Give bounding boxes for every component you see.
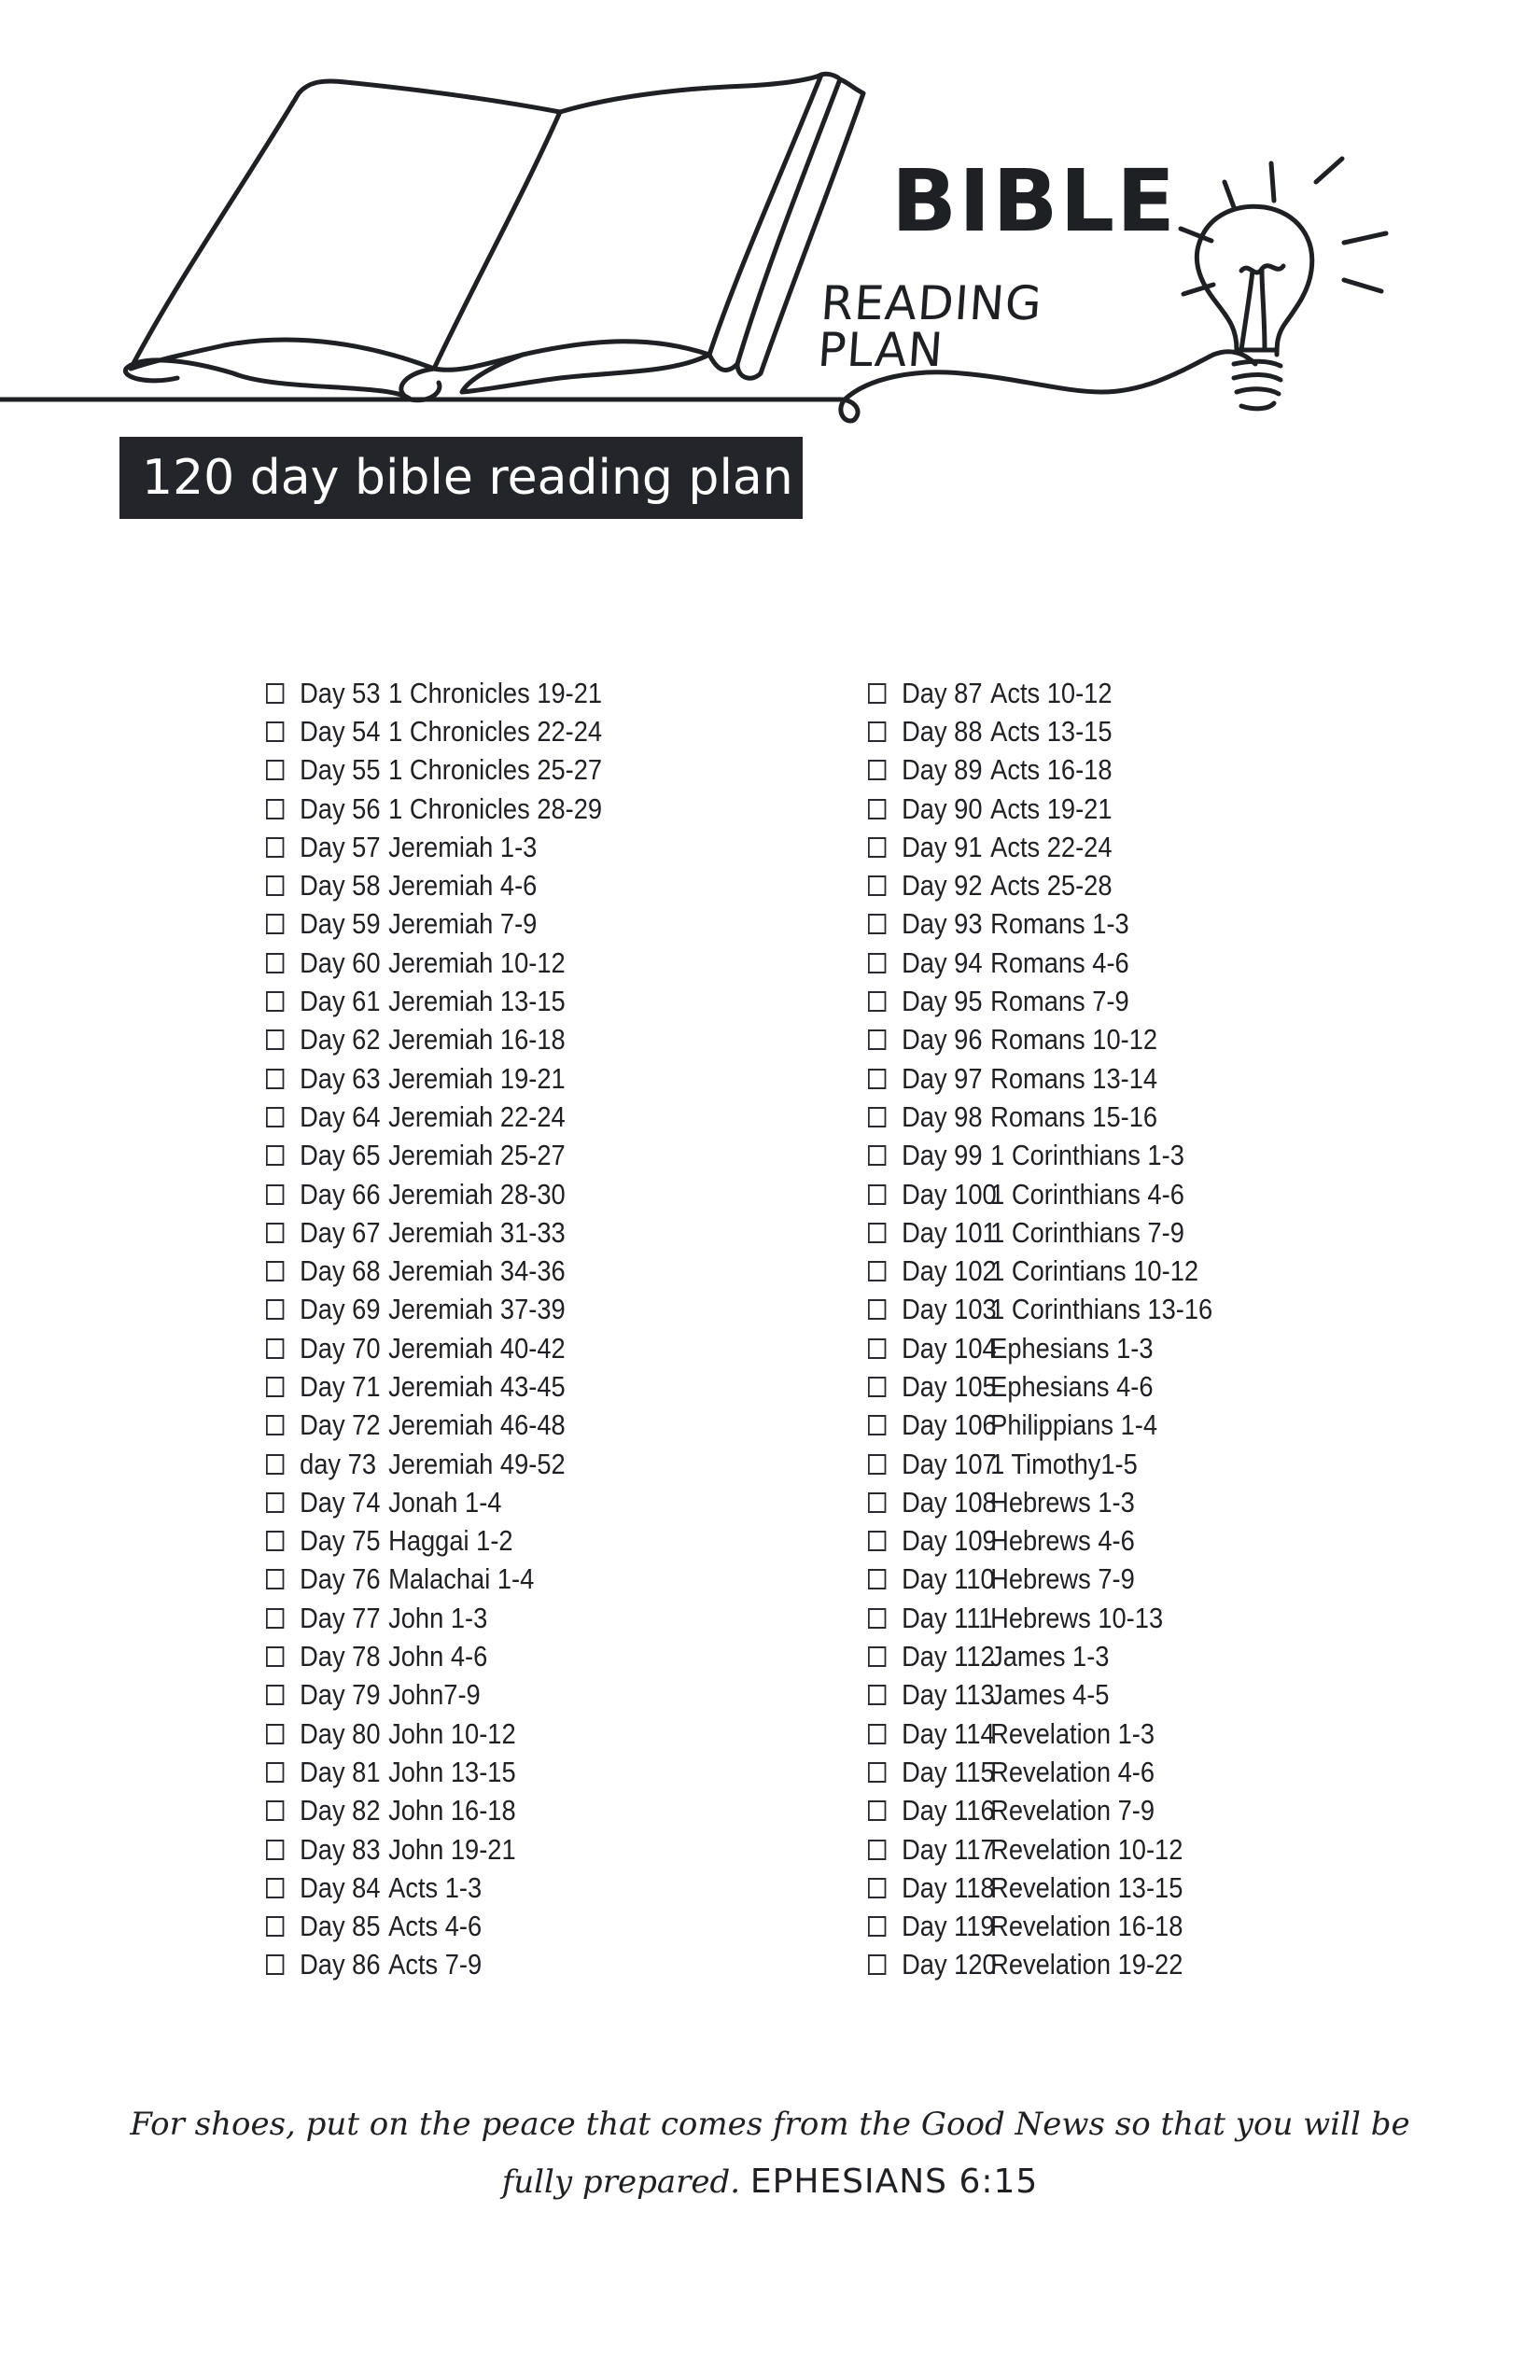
checkbox[interactable] [266,1916,284,1937]
checkbox[interactable] [266,683,284,704]
reading-item [266,944,693,982]
checkbox[interactable] [266,1840,284,1860]
day-label: Day 108 [902,1485,997,1519]
reading-passage: Acts 16-18 [990,753,1113,787]
checkbox[interactable] [266,1685,284,1705]
checkbox[interactable] [868,1261,886,1281]
reading-item [868,1445,1295,1483]
reading-passage: 1 Chronicles 19-21 [388,676,603,709]
checkbox[interactable] [868,1646,886,1667]
reading-item [868,751,1295,790]
day-label: Day 97 [902,1061,983,1095]
reading-item [868,1098,1295,1136]
checkbox[interactable] [868,1454,886,1475]
checkbox[interactable] [868,1916,886,1937]
verse-line-1: For shoes, put on the peace that comes from the Good News so that you will be [130,2106,1410,2143]
reading-item [868,1252,1295,1290]
checkbox[interactable] [868,721,886,742]
day-label: Day 85 [300,1910,381,1943]
reading-item [868,1291,1295,1329]
checkbox[interactable] [266,1415,284,1435]
reading-passage: Acts 1-3 [388,1870,483,1904]
day-label: Day 84 [300,1870,381,1904]
reading-passage: Ephesians 1-3 [990,1331,1154,1365]
checkbox[interactable] [266,1184,284,1205]
reading-item [868,905,1295,944]
checkbox[interactable] [868,1685,886,1705]
reading-item [266,1407,693,1445]
day-label: Day 112 [902,1640,995,1673]
checkbox[interactable] [868,799,886,819]
reading-passage: 1 Corinthians 13-16 [990,1293,1213,1326]
checkbox[interactable] [266,914,284,934]
reading-item [266,1908,693,1946]
checkbox[interactable] [266,1223,284,1243]
day-label: Day 69 [300,1293,381,1326]
reading-passage: Revelation 16-18 [990,1910,1183,1943]
day-label: Day 64 [300,1099,381,1133]
day-label: Day 55 [300,753,381,787]
reading-passage: 1 Corintians 10-12 [990,1254,1199,1288]
checkbox[interactable] [868,1223,886,1243]
reading-item [266,1445,693,1483]
reading-passage: Jonah 1-4 [388,1485,502,1519]
reading-item [868,1407,1295,1445]
reading-list-left [266,674,751,1984]
day-label: Day 100 [902,1177,997,1211]
reading-item [266,1676,693,1715]
reading-passage: Revelation 13-15 [990,1870,1183,1904]
reading-passage: Acts 4-6 [388,1910,483,1943]
day-label: Day 83 [300,1832,381,1866]
reading-item [868,944,1295,982]
day-label: Day 80 [300,1716,381,1750]
reading-item [266,828,693,866]
reading-item [266,1329,693,1367]
reading-item [266,790,693,828]
day-label: Day 101 [902,1215,997,1249]
reading-item [868,1676,1295,1715]
day-label: Day 72 [300,1408,381,1442]
checkbox[interactable] [868,760,886,780]
day-label: Day 87 [902,676,983,709]
checkbox[interactable] [868,1492,886,1513]
reading-item [266,1830,693,1869]
checkbox[interactable] [868,914,886,934]
checkbox[interactable] [868,1800,886,1821]
day-label: Day 94 [902,945,983,979]
reading-item [266,712,693,750]
reading-item [868,982,1295,1020]
day-label: Day 99 [902,1139,983,1172]
lightbulb-rays-icon [1181,159,1386,294]
reading-passage: 1 Chronicles 25-27 [388,753,603,787]
day-label: Day 56 [300,791,381,825]
reading-item [868,1483,1295,1521]
reading-item [868,1792,1295,1830]
day-label: Day 107 [902,1447,997,1480]
reading-passage: Jeremiah 4-6 [388,869,538,903]
checkbox[interactable] [868,1069,886,1089]
checkbox[interactable] [266,1299,284,1320]
day-label: day 73 [300,1447,376,1480]
reading-passage: James 4-5 [990,1678,1110,1712]
day-label: Day 79 [300,1678,381,1712]
reading-item [266,1522,693,1561]
checkbox[interactable] [266,1029,284,1050]
reading-passage: John 19-21 [388,1832,516,1866]
day-label: Day 61 [300,985,381,1018]
reading-passage: Acts 25-28 [990,869,1113,903]
reading-passage: Jeremiah 25-27 [388,1139,566,1172]
reading-item [266,1869,693,1907]
day-label: Day 89 [902,753,983,787]
reading-passage: Romans 4-6 [990,945,1129,979]
reading-item [868,1753,1295,1791]
reading-passage: Jeremiah 22-24 [388,1099,566,1133]
reading-item [266,674,693,712]
reading-passage: John 10-12 [388,1716,516,1750]
day-label: Day 60 [300,945,381,979]
checkbox[interactable] [868,1840,886,1860]
reading-passage: Jeremiah 37-39 [388,1293,566,1326]
checkbox[interactable] [266,1954,284,1975]
reading-passage: Jeremiah 10-12 [388,945,566,979]
reading-item [868,1869,1295,1907]
reading-passage: John 4-6 [388,1640,488,1673]
day-label: Day 75 [300,1524,381,1558]
day-label: Day 88 [902,714,983,748]
reading-passage: Romans 15-16 [990,1099,1158,1133]
reading-item [868,1213,1295,1252]
checkbox[interactable] [266,760,284,780]
reading-item [266,1059,693,1098]
reading-item [266,1599,693,1637]
checkbox[interactable] [868,991,886,1012]
reading-passage: John7-9 [388,1678,481,1712]
reading-item [266,1021,693,1059]
day-label: Day 90 [902,791,983,825]
reading-passage: Acts 19-21 [990,791,1113,825]
reading-item [266,1252,693,1290]
reading-passage: Haggai 1-2 [388,1524,513,1558]
day-label: Day 91 [902,830,983,863]
checkbox[interactable] [266,1338,284,1359]
reading-passage: Jeremiah 19-21 [388,1061,566,1095]
reading-passage: 1 Chronicles 28-29 [388,791,603,825]
reading-item [868,1329,1295,1367]
reading-passage: Jeremiah 28-30 [388,1177,566,1211]
reading-passage: Philippians 1-4 [990,1408,1158,1442]
reading-passage: Romans 10-12 [990,1023,1158,1057]
reading-item [868,828,1295,866]
reading-passage: Jeremiah 34-36 [388,1254,566,1288]
reading-item [266,1946,693,1984]
checkbox[interactable] [868,1338,886,1359]
reading-passage: Romans 13-14 [990,1061,1158,1095]
checkbox[interactable] [266,953,284,973]
day-label: Day 82 [300,1794,381,1827]
reading-item [266,1715,693,1753]
page-subtitle: READING PLAN [816,276,1044,377]
verse-line-2: fully prepared. [501,2163,741,2201]
reading-item [266,1137,693,1175]
reading-item [266,1753,693,1791]
reading-item [266,1561,693,1599]
day-label: Day 71 [300,1369,381,1403]
day-label: Day 115 [902,1755,995,1788]
reading-item [266,982,693,1020]
reading-passage: John 16-18 [388,1794,516,1827]
day-label: Day 58 [300,869,381,903]
reading-passage: Malachai 1-4 [388,1562,535,1596]
checkbox[interactable] [868,1608,886,1629]
reading-passage: Acts 22-24 [990,830,1113,863]
reading-passage: Jeremiah 31-33 [388,1215,566,1249]
day-label: Day 77 [300,1601,381,1634]
checkbox[interactable] [868,1954,886,1975]
checkbox[interactable] [266,1878,284,1898]
reading-item [868,1059,1295,1098]
reading-passage: Acts 10-12 [990,676,1113,709]
day-label: Day 118 [902,1870,995,1904]
checkbox[interactable] [266,1145,284,1166]
reading-item [868,1367,1295,1406]
reading-item [266,1175,693,1213]
reading-item [266,1291,693,1329]
day-label: Day 81 [300,1755,381,1788]
checkbox[interactable] [868,683,886,704]
day-label: Day 117 [902,1832,995,1866]
reading-passage: James 1-3 [990,1640,1110,1673]
checkbox[interactable] [868,1299,886,1320]
reading-item [868,1637,1295,1675]
day-label: Day 68 [300,1254,381,1288]
reading-item [868,866,1295,904]
day-label: Day 120 [902,1948,997,1981]
checkbox[interactable] [868,1762,886,1783]
reading-item [266,905,693,944]
day-label: Day 53 [300,676,381,709]
reading-item [266,866,693,904]
reading-item [868,1137,1295,1175]
checkbox[interactable] [266,1261,284,1281]
reading-passage: Romans 7-9 [990,985,1129,1018]
reading-item [868,1830,1295,1869]
reading-passage: Revelation 10-12 [990,1832,1183,1866]
day-label: Day 105 [902,1369,997,1403]
reading-item [868,712,1295,750]
day-label: Day 96 [902,1023,983,1057]
reading-item [266,1637,693,1675]
reading-passage: Jeremiah 46-48 [388,1408,566,1442]
checkbox[interactable] [868,1531,886,1551]
checkbox[interactable] [868,1145,886,1166]
reading-passage: Revelation 1-3 [990,1716,1155,1750]
day-label: Day 104 [902,1331,997,1365]
day-label: Day 110 [902,1562,995,1596]
checkbox[interactable] [266,1608,284,1629]
reading-passage: Hebrews 4-6 [990,1524,1135,1558]
checkbox[interactable] [868,1107,886,1127]
reading-item [868,1599,1295,1637]
reading-passage: Jeremiah 16-18 [388,1023,566,1057]
reading-passage: Jeremiah 7-9 [388,907,538,941]
day-label: Day 78 [300,1640,381,1673]
day-label: Day 95 [902,985,983,1018]
reading-passage: Hebrews 1-3 [990,1485,1135,1519]
day-label: Day 103 [902,1293,997,1326]
checkbox[interactable] [868,1184,886,1205]
reading-passage: Revelation 4-6 [990,1755,1155,1788]
day-label: Day 54 [300,714,381,748]
baseline-line [0,360,411,399]
reading-item [868,674,1295,712]
lightbulb-icon [1197,206,1311,355]
checkbox[interactable] [868,1415,886,1435]
checkbox[interactable] [266,991,284,1012]
day-label: Day 59 [300,907,381,941]
checkbox[interactable] [266,1377,284,1397]
checkbox[interactable] [266,721,284,742]
reading-passage: 1 Corinthians 4-6 [990,1177,1184,1211]
checkbox[interactable] [266,875,284,896]
reading-passage: 1 Timothy1-5 [990,1447,1138,1480]
book-lightbulb-line-illustration [0,0,1540,439]
reading-passage: 1 Corinthians 1-3 [990,1139,1184,1172]
reading-passage: Acts 7-9 [388,1948,483,1981]
reading-item [266,751,693,790]
checkbox[interactable] [266,1492,284,1513]
reading-passage: Jeremiah 40-42 [388,1331,566,1365]
day-label: Day 74 [300,1485,381,1519]
reading-passage: Jeremiah 13-15 [388,985,566,1018]
reading-passage: Hebrews 7-9 [990,1562,1135,1596]
day-label: Day 113 [902,1678,995,1712]
book-left-page [131,81,560,369]
reading-item [266,1213,693,1252]
reading-item [868,1021,1295,1059]
checkbox[interactable] [868,1377,886,1397]
day-label: Day 93 [902,907,983,941]
reading-item [868,790,1295,828]
reading-item [266,1483,693,1521]
day-label: Day 114 [902,1716,995,1750]
checkbox[interactable] [868,953,886,973]
reading-passage: Ephesians 4-6 [990,1369,1154,1403]
page-title: BIBLE [891,151,1177,251]
plan-banner: 120 day bible reading plan [119,437,803,519]
day-label: Day 86 [300,1948,381,1981]
checkbox[interactable] [868,837,886,858]
checkbox[interactable] [266,1800,284,1821]
day-label: Day 109 [902,1524,997,1558]
reading-passage: Hebrews 10-13 [990,1601,1164,1634]
reading-item [868,1522,1295,1561]
checkbox[interactable] [266,1762,284,1783]
day-label: Day 102 [902,1254,997,1288]
reading-item [868,1946,1295,1984]
scripture-verse [0,2095,1540,2211]
reading-item [868,1715,1295,1753]
day-label: Day 111 [902,1601,993,1634]
day-label: Day 119 [902,1910,995,1943]
reading-item [266,1792,693,1830]
checkbox[interactable] [868,875,886,896]
day-label: Day 66 [300,1177,381,1211]
reading-passage: Jeremiah 49-52 [388,1447,566,1480]
checkbox[interactable] [266,1454,284,1475]
day-label: Day 70 [300,1331,381,1365]
reading-item [868,1908,1295,1946]
book-right-page [434,75,821,370]
day-label: Day 98 [902,1099,983,1133]
reading-item [266,1098,693,1136]
checkbox[interactable] [266,1069,284,1089]
day-label: Day 62 [300,1023,381,1057]
checkbox[interactable] [266,1569,284,1589]
checkbox[interactable] [266,799,284,819]
day-label: Day 57 [300,830,381,863]
checkbox[interactable] [266,837,284,858]
reading-passage: Jeremiah 43-45 [388,1369,566,1403]
reading-list-right [868,674,1353,1984]
reading-passage: 1 Chronicles 22-24 [388,714,603,748]
checkbox[interactable] [868,1724,886,1744]
checkbox[interactable] [266,1107,284,1127]
checkbox[interactable] [868,1878,886,1898]
reading-passage: Romans 1-3 [990,907,1129,941]
day-label: Day 65 [300,1139,381,1172]
day-label: Day 106 [902,1408,997,1442]
reading-passage: John 1-3 [388,1601,488,1634]
reading-passage: John 13-15 [388,1755,516,1788]
day-label: Day 63 [300,1061,381,1095]
checkbox[interactable] [266,1531,284,1551]
checkbox[interactable] [266,1724,284,1744]
reading-passage: Revelation 7-9 [990,1794,1155,1827]
reading-item [868,1561,1295,1599]
checkbox[interactable] [868,1569,886,1589]
checkbox[interactable] [868,1029,886,1050]
reading-item [868,1175,1295,1213]
day-label: Day 92 [902,869,983,903]
reading-passage: Revelation 19-22 [990,1948,1183,1981]
day-label: Day 76 [300,1562,381,1596]
reading-item [266,1367,693,1406]
reading-passage: 1 Corinthians 7-9 [990,1215,1184,1249]
checkbox[interactable] [266,1646,284,1667]
reading-passage: Acts 13-15 [990,714,1113,748]
verse-reference: EPHESIANS 6:15 [749,2163,1039,2201]
day-label: Day 116 [902,1794,995,1827]
reading-passage: Jeremiah 1-3 [388,830,538,863]
day-label: Day 67 [300,1215,381,1249]
